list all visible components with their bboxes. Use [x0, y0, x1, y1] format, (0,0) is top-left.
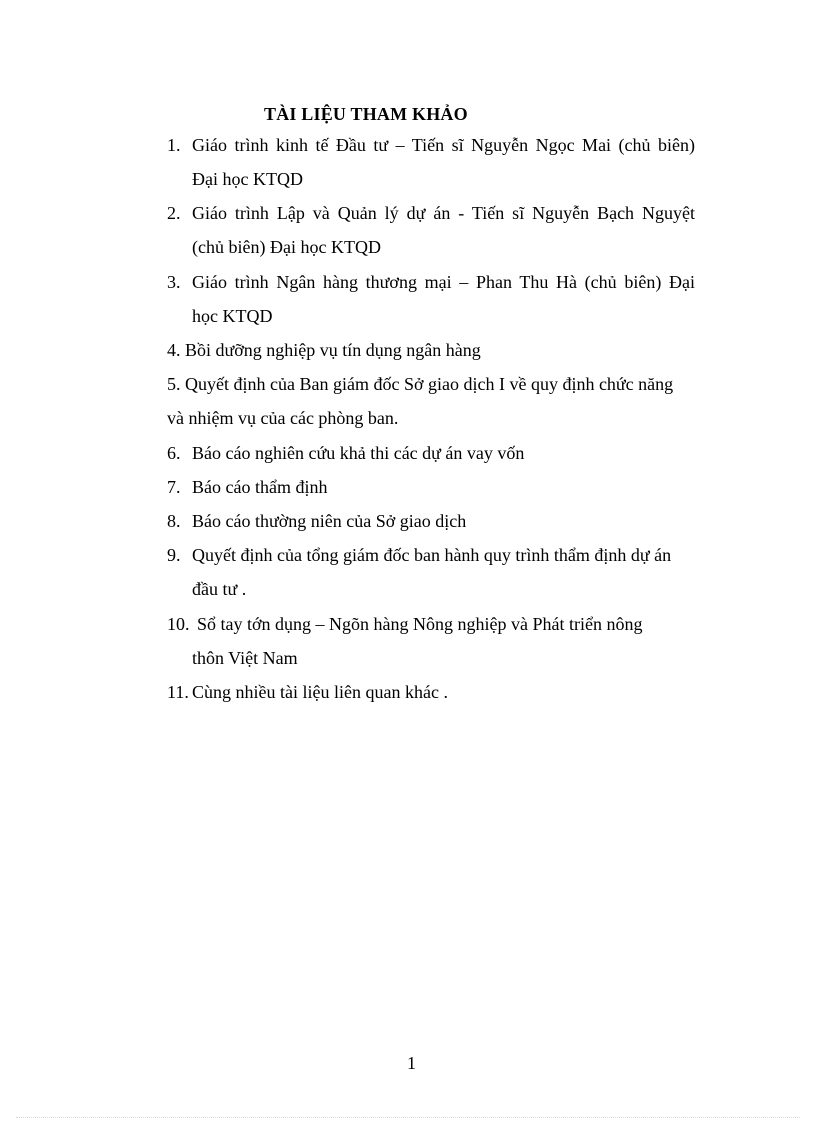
reference-number: 2.	[167, 203, 181, 223]
page-bottom-divider	[16, 1117, 800, 1118]
reference-number: 7.	[167, 477, 181, 497]
reference-number: 10.	[167, 614, 190, 634]
reference-number: 3.	[167, 272, 181, 292]
reference-line: Giáo trình Ngân hàng thương mại – Phan Thu Hà (chủ biên) Đại	[192, 272, 695, 292]
reference-line: (chủ biên) Đại học KTQD	[192, 237, 381, 257]
reference-line: đầu tư .	[192, 579, 247, 599]
reference-line: Báo cáo thẩm định	[192, 477, 328, 497]
reference-line: Quyết định của tổng giám đốc ban hành quy trình thẩm định dự án	[192, 545, 672, 565]
reference-line: Sổ tay tớn dụng – Ngõn hàng Nông nghiệp và Phát triển nông	[197, 614, 643, 634]
page-title: TÀI LIỆU THAM KHẢO	[264, 104, 468, 124]
reference-line: Giáo trình kinh tế Đầu tư – Tiến sĩ Nguyễn Ngọc Mai (chủ biên)	[192, 135, 695, 155]
reference-line: 4. Bồi dưỡng nghiệp vụ tín dụng ngân hàng	[167, 340, 481, 360]
reference-line: Đại học KTQD	[192, 169, 303, 189]
reference-line: 5. Quyết định của Ban giám đốc Sở giao dịch I về quy định chức năng	[167, 374, 674, 394]
page-number: 1	[407, 1053, 416, 1073]
reference-line: học KTQD	[192, 306, 273, 326]
reference-number: 11.	[167, 682, 189, 702]
reference-line: Cùng nhiều tài liệu liên quan khác .	[192, 682, 448, 702]
reference-line: và nhiệm vụ của các phòng ban.	[167, 408, 399, 428]
reference-number: 9.	[167, 545, 181, 565]
reference-number: 1.	[167, 135, 181, 155]
reference-line: Giáo trình Lập và Quản lý dự án - Tiến sĩ Nguyễn Bạch Nguyệt	[192, 203, 695, 223]
reference-line: thôn Việt Nam	[192, 648, 298, 668]
reference-number: 6.	[167, 443, 181, 463]
reference-line: Báo cáo thường niên của Sở giao dịch	[192, 511, 467, 531]
reference-line: Báo cáo nghiên cứu khả thi các dự án vay vốn	[192, 443, 525, 463]
reference-number: 8.	[167, 511, 181, 531]
